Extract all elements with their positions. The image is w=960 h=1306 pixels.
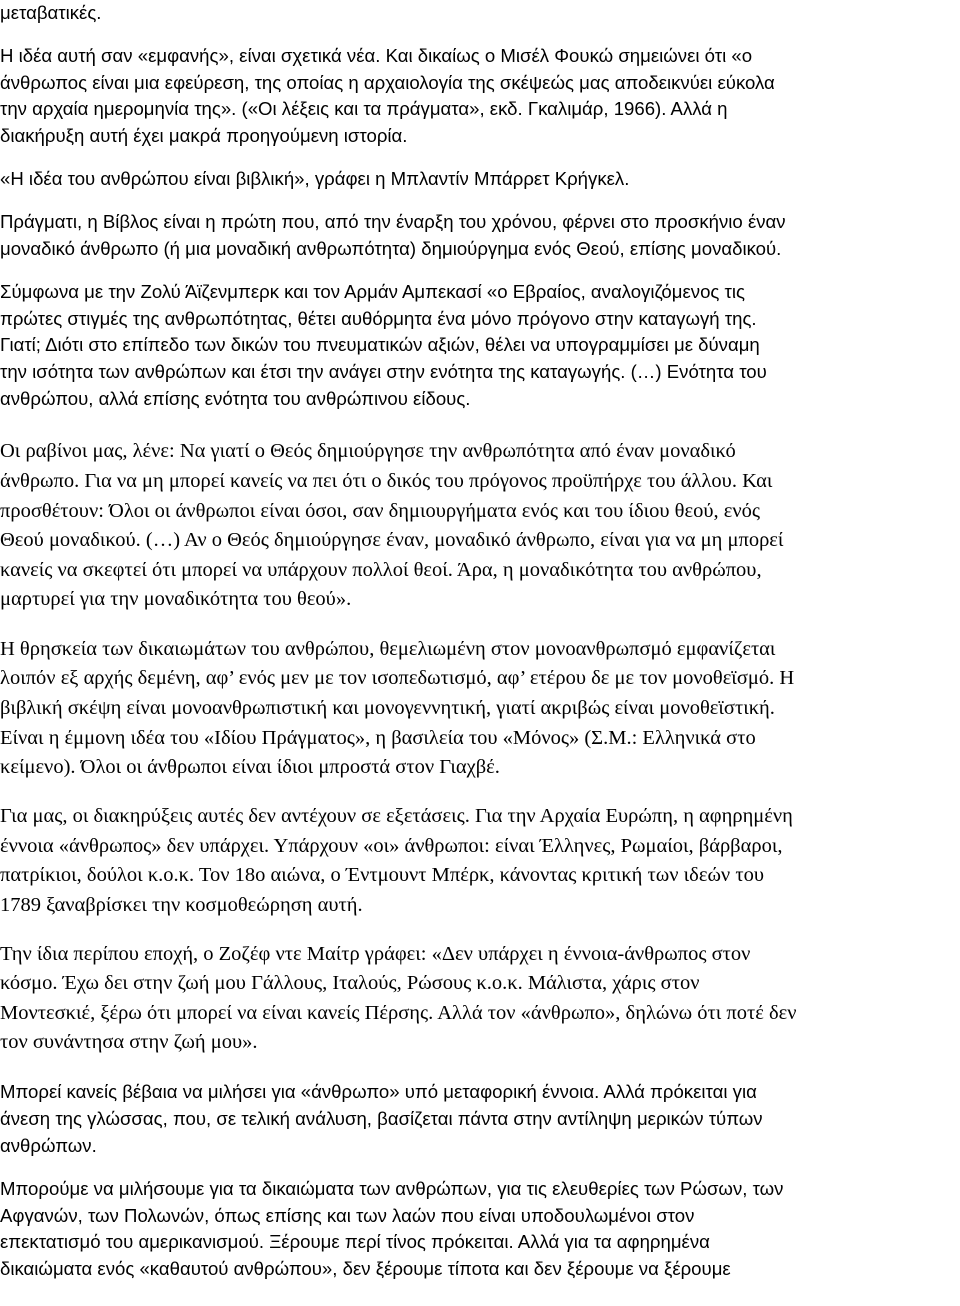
- text-line: διακήρυξη αυτή έχει μακρά προηγούμενη ιστορία.: [0, 125, 408, 146]
- text-line: την ισότητα των ανθρώπων και έτσι την ανάγει στην ενότητα της καταγωγής. (…) Ενότητα του: [0, 361, 767, 382]
- text-line: Θεού μοναδικού. (…) Αν ο Θεός δημιούργησε έναν, μοναδικό άνθρωπο, είναι για να μη μπορεί: [0, 529, 784, 551]
- text-line: επεκτατισμό του αμερικανισμού. Ξέρουμε περί τίνος πρόκειται. Αλλά για τα αφηρημένα: [0, 1231, 710, 1252]
- text-line: Οι ραβίνοι μας, λένε: Να γιατί ο Θεός δημιούργησε την ανθρωπότητα από έναν μοναδικό: [0, 440, 736, 462]
- text-line: κείμενο). Όλοι οι άνθρωποι είναι ίδιοι μπροστά στον Γιαχβέ.: [0, 756, 500, 778]
- text-line: μαρτυρεί για την μοναδικότητα του θεού».: [0, 588, 352, 610]
- text-line: δικαιώματα ενός «καθαυτού ανθρώπου», δεν ξέρουμε τίποτα και δεν ξέρουμε να ξέρουμε: [0, 1258, 731, 1279]
- text-line: κόσμο. Έχω δει στην ζωή μου Γάλλους, Ιταλούς, Ρώσους κ.ο.κ. Μάλιστα, χάρις στον: [0, 972, 700, 994]
- text-line: πατρίκιοι, δούλοι κ.ο.κ. Τον 18ο αιώνα, ο Έντμουντ Μπέρκ, κάνοντας κριτική των ιδεών του: [0, 864, 764, 886]
- text-line: ανθρώπου, αλλά επίσης ενότητα του ανθρώπινου είδους.: [0, 388, 471, 409]
- text-line: Αφγανών, των Πολωνών, όπως επίσης και των λαών που είναι υποδουλωμένοι στον: [0, 1205, 695, 1226]
- text-line: άνθρωπος είναι μια εφεύρεση, της οποίας η αρχαιολογία της σκέψεώς μας αποδεικνύει εύκολα: [0, 72, 775, 93]
- text-line: Η θρησκεία των δικαιωμάτων του ανθρώπου, θεμελιωμένη στον μονοανθρωπσμό εμφανίζεται: [0, 638, 776, 660]
- text-line: Γιατί; Διότι στο επίπεδο των δικών του πνευματικών αξιών, θέλει να υπογραμμίσει με δύναμη: [0, 334, 760, 355]
- text-line: τον συνάντησα στην ζωή μου».: [0, 1031, 258, 1053]
- text-line: προσθέτουν: Όλοι οι άνθρωποι είναι όσοι, σαν δημιουργήματα ενός και του ίδιου θεού, ενός: [0, 500, 760, 522]
- text-line: Την ίδια περίπου εποχή, ο Ζοζέφ ντε Μαίτρ γράφει: «Δεν υπάρχει η έννοια-άνθρωπος στον: [0, 943, 751, 965]
- text-line: την αρχαία ημερομηνία της». («Οι λέξεις και τα πράγματα», εκδ. Γκαλιμάρ, 1966). Αλλά η: [0, 98, 728, 119]
- text-line: Πράγματι, η Βίβλος είναι η πρώτη που, από την έναρξη του χρόνου, φέρνει στο προσκήνιο έναν: [0, 211, 786, 232]
- text-line: κανείς να σκεφτεί ότι μπορεί να υπάρχουν πολλοί θεοί. Άρα, η μοναδικότητα του ανθρώπου,: [0, 559, 762, 581]
- text-line: βιβλική σκέψη είναι μονοανθρωπιστική και μονογεννητική, γιατί ακριβώς είναι μονοθεϊστική.: [0, 697, 775, 719]
- text-line: μοναδικό άνθρωπο (ή μια μοναδική ανθρωπότητα) δημιούργημα ενός Θεού, επίσης μοναδικού.: [0, 238, 782, 259]
- text-line: έννοια «άνθρωπος» δεν υπάρχει. Υπάρχουν «οι» άνθρωποι: είναι Έλληνες, Ρωμαίοι, βάρβαροι,: [0, 835, 783, 857]
- text-line: Μπορούμε να μιλήσουμε για τα δικαιώματα των ανθρώπων, για τις ελευθερίες των Ρώσων, των: [0, 1178, 784, 1199]
- text-line: Μπορεί κανείς βέβαια να μιλήσει για «άνθρωπο» υπό μεταφορική έννοια. Αλλά πρόκειται για: [0, 1081, 757, 1102]
- text-line: άνθρωπο. Για να μη μπορεί κανείς να πει ότι ο δικός του πρόγονος προϋπήρχε του άλλου. Και: [0, 470, 773, 492]
- text-line: μεταβατικές.: [0, 2, 102, 23]
- text-line: ανθρώπων.: [0, 1135, 97, 1156]
- text-line: πρώτες στιγμές της ανθρωπότητας, θέτει αυθόρμητα ένα μόνο πρόγονο στην καταγωγή της.: [0, 308, 757, 329]
- text-line: Για μας, οι διακηρύξεις αυτές δεν αντέχουν σε εξετάσεις. Για την Αρχαία Ευρώπη, η αφηρημένη: [0, 805, 793, 827]
- text-line: Είναι η έμμονη ιδέα του «Ιδίου Πράγματος», η βασιλεία του «Μόνος» (Σ.Μ.: Ελληνικά στο: [0, 727, 756, 749]
- text-line: Μοντεσκιέ, ξέρω ότι μπορεί να είναι κανείς Πέρσης. Αλλά τον «άνθρωπο», δηλώνω ότι ποτέ δεν: [0, 1002, 797, 1024]
- text-line: Η ιδέα αυτή σαν «εμφανής», είναι σχετικά νέα. Και δικαίως ο Μισέλ Φουκώ σημειώνει ότι «ο: [0, 45, 753, 66]
- text-line: 1789 ξαναβρίσκει την κοσμοθεώρηση αυτή.: [0, 894, 363, 916]
- text-line: Σύμφωνα με την Ζολύ Άϊζενμπερκ και τον Αρμάν Αμπεκασί «ο Εβραίος, αναλογιζόμενος τις: [0, 281, 745, 302]
- text-line: λοιπόν εξ αρχής δεμένη, αφ’ ενός μεν με τον ισοπεδωτισμό, αφ’ ετέρου δε με τον μονοθεϊσμό. Η: [0, 667, 795, 689]
- text-line: «Η ιδέα του ανθρώπου είναι βιβλική», γράφει η Μπλαντίν Μπάρρετ Κρήγκελ.: [0, 168, 630, 189]
- text-line: άνεση της γλώσσας, που, σε τελική ανάλυση, βασίζεται πάντα στην αντίληψη μερικών τύπων: [0, 1108, 763, 1129]
